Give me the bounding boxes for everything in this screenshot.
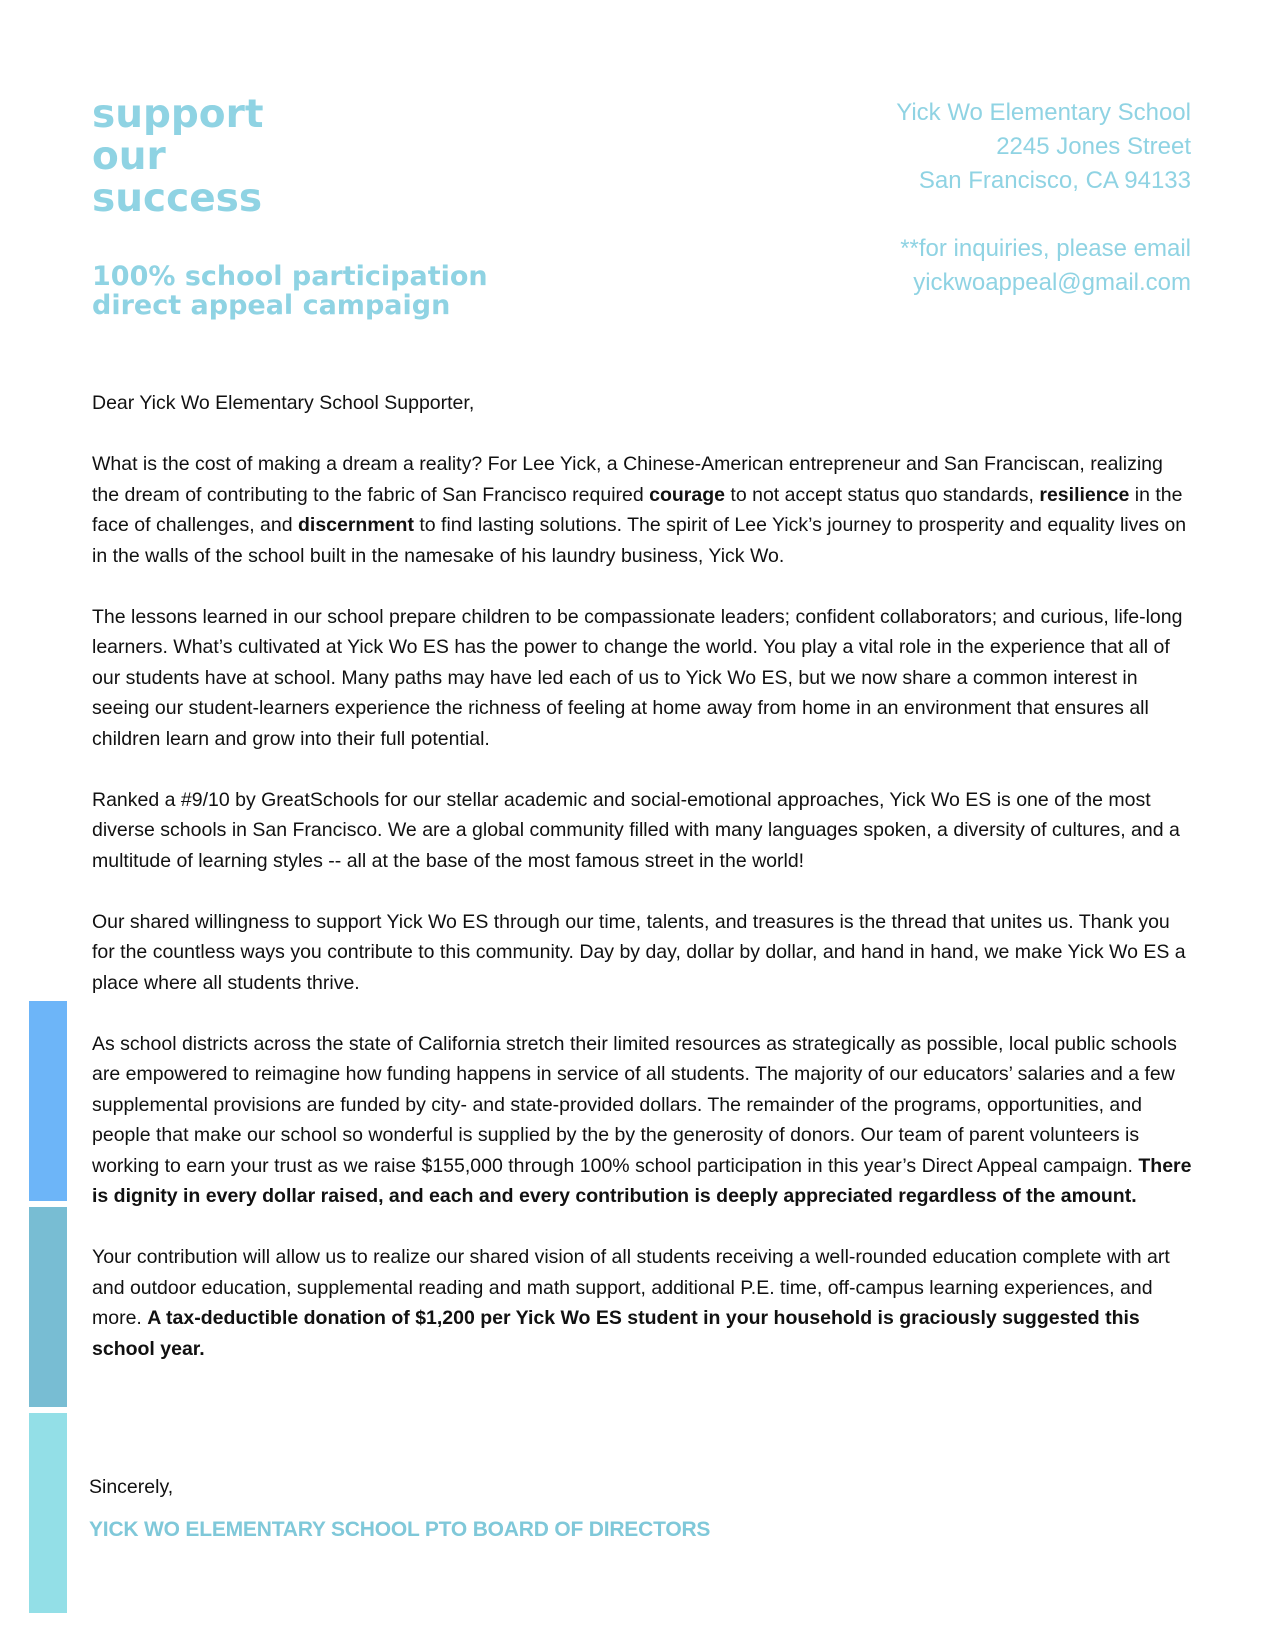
- text-run: in the face of challenges, and: [92, 483, 1183, 536]
- text-run: As school districts across the state of California stretch their limited resources as strategically as possible, local public schools are empowered to reimagine how funding happens in service of all students. The majority of our educators’ salaries and a few supplemental provisions are funded by city- and state-provided dollars. The remainder of the programs, opportunities, and people that make our school so wonderful is supplied by the by the generosity of donors. Our team of parent volunteers is working to earn your trust as we raise $155,000 through 100% school participation in this year’s Direct Appeal campaign.: [92, 1032, 1177, 1177]
- school-city: San Francisco, CA 94133: [918, 167, 1191, 194]
- decorative-bar-middle: [29, 1207, 67, 1407]
- school-street: 2245 Jones Street: [996, 133, 1191, 160]
- school-address-block: [896, 96, 1191, 300]
- letter-signoff: Sincerely,: [89, 1476, 174, 1498]
- letter-paragraph: [92, 1029, 1192, 1212]
- text-run: to find lasting solutions. The spirit of Lee Yick’s journey to prosperity and equality lives on in the walls of the school built in the namesake of his laundry business, Yick Wo.: [92, 514, 1187, 567]
- school-name: Yick Wo Elementary School: [896, 99, 1191, 126]
- headline-line: support: [92, 92, 264, 137]
- emphasis-resilience: resilience: [1039, 483, 1130, 506]
- contact-email: yickwoappeal@gmail.com: [913, 269, 1191, 296]
- decorative-bar-top: [29, 1001, 67, 1201]
- letter-paragraph: Our shared willingness to support Yick Wo ES through our time, talents, and treasures is the thread that unites us. Thank you for the countless ways you contribute to this community. Day by day, dollar by dollar, and hand in hand, we make Yick Wo ES a place where all students thrive.: [92, 910, 1186, 994]
- campaign-subheading: [92, 262, 488, 320]
- text-run: to not accept status quo standards,: [725, 483, 1040, 506]
- text-run: What is the cost of making a dream a reality? For Lee Yick, a Chinese-American entrepreneur and San Franciscan, realizing the dream of contributing to the fabric of San Francisco required: [92, 453, 1163, 506]
- headline-line: success: [92, 176, 263, 221]
- address-spacer: [896, 198, 1191, 232]
- decorative-bar-bottom: [29, 1413, 67, 1613]
- emphasis-discernment: discernment: [297, 514, 414, 536]
- letter-paragraph: [92, 449, 1192, 571]
- emphasis-dignity: There is dignity in every dollar raised, and each and every contribution is deeply appreciated regardless of the amount.: [92, 1154, 1192, 1207]
- emphasis-suggested-donation: A tax-deductible donation of $1,200 per Yick Wo ES student in your household is graciously suggested this school year.: [92, 1307, 1140, 1360]
- headline-line: our: [92, 134, 166, 179]
- letter-paragraph: [92, 1242, 1192, 1364]
- letter-greeting: Dear Yick Wo Elementary School Supporter,: [92, 392, 475, 414]
- emphasis-courage: courage: [649, 483, 725, 506]
- subhead-line: direct appeal campaign: [92, 290, 451, 321]
- campaign-headline: [92, 94, 263, 220]
- letter-signature: YICK WO ELEMENTARY SCHOOL PTO BOARD OF DIRECTORS: [89, 1518, 711, 1541]
- inquiry-note: **for inquiries, please email: [900, 235, 1191, 262]
- text-run: Your contribution will allow us to realize our shared vision of all students receiving a well-rounded education complete with art and outdoor education, supplemental reading and math support, additional P.E. time, off-campus learning experiences, and more.: [92, 1246, 1170, 1329]
- letter-paragraph: The lessons learned in our school prepare children to be compassionate leaders; confident collaborators; and curious, life-long learners. What’s cultivated at Yick Wo ES has the power to change the world. You play a vital role in the experience that all of our students have at school. Many paths may have led each of us to Yick Wo ES, but we now share a common interest in seeing our student-learners experience the richness of feeling at home away from home in an environment that ensures all children learn and grow into their full potential.: [92, 605, 1183, 750]
- subhead-line: 100% school participation: [92, 261, 488, 292]
- letter-body: [92, 388, 1192, 1395]
- letter-paragraph: Ranked a #9/10 by GreatSchools for our stellar academic and social-emotional approaches, Yick Wo ES is one of the most diverse schools in San Francisco. We are a global community filled with many languages spoken, a diversity of cultures, and a multitude of learning styles -- all at the base of the most famous street in the world!: [92, 788, 1180, 872]
